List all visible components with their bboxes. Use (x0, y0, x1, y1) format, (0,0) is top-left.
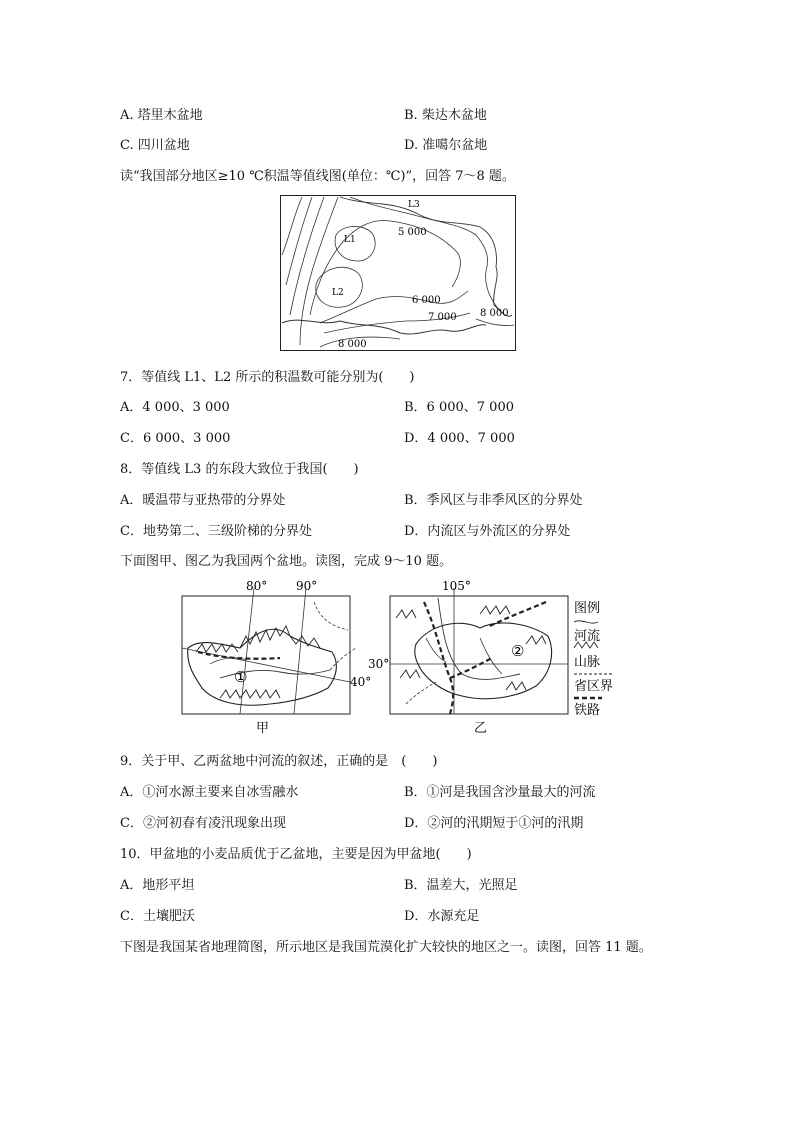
q7-stem: 7．等值线 L1、L2 所示的积温数可能分别为( ) (120, 370, 415, 385)
intro-9-10: 下面图甲、图乙为我国两个盆地。读图，完成 9～10 题。 (120, 554, 453, 569)
label-l2: L2 (332, 288, 344, 298)
q7-option-a[interactable]: A．4 000、3 000 (120, 400, 230, 415)
q10-option-c[interactable]: C．土壤肥沃 (120, 909, 195, 924)
q7-option-d[interactable]: D．4 000、7 000 (404, 431, 515, 446)
q10-option-a[interactable]: A．地形平坦 (120, 878, 195, 893)
label-6000: 6 000 (412, 295, 441, 306)
legend-mountain: 山脉 (574, 655, 601, 670)
label-l1: L1 (344, 235, 356, 245)
caption-yi: 乙 (474, 721, 488, 736)
isoline-map (280, 195, 516, 351)
caption-jia: 甲 (256, 721, 270, 736)
q7-option-c[interactable]: C．6 000、3 000 (120, 431, 231, 446)
label-5000: 5 000 (398, 227, 427, 238)
option-d[interactable]: D. 准噶尔盆地 (404, 138, 488, 153)
option-a[interactable]: A. 塔里木盆地 (120, 108, 203, 123)
q9-option-d[interactable]: D．②河的汛期短于①河的汛期 (404, 816, 584, 831)
jia-lon-90: 90° (296, 579, 318, 593)
q10-option-d[interactable]: D．水源充足 (404, 909, 480, 924)
legend-railway: 铁路 (574, 703, 601, 718)
q10-option-b[interactable]: B．温差大，光照足 (404, 878, 518, 893)
intro-7-8: 读“我国部分地区≥10 ℃积温等值线图(单位：℃)”，回答 7～8 题。 (120, 169, 515, 184)
marker-2: ② (511, 642, 525, 660)
yi-lat-30: 30° (368, 657, 390, 671)
map-legend (574, 601, 613, 718)
map-jia (182, 579, 371, 736)
q8-option-c[interactable]: C．地势第二、三级阶梯的分界处 (120, 524, 312, 539)
q10-stem: 10．甲盆地的小麦品质优于乙盆地，主要是因为甲盆地( ) (120, 847, 472, 862)
legend-title: 图例 (574, 601, 601, 616)
q8-option-b[interactable]: B．季风区与非季风区的分界处 (404, 493, 583, 508)
label-l3: L3 (408, 200, 420, 210)
q8-option-a[interactable]: A．暖温带与亚热带的分界处 (120, 493, 286, 508)
jia-lat-40: 40° (350, 675, 372, 689)
q9-stem: 9．关于甲、乙两盆地中河流的叙述，正确的是 ( ) (120, 754, 438, 769)
label-7000: 7 000 (428, 312, 457, 323)
label-8000-south: 8 000 (338, 339, 367, 350)
legend-river-symbol (574, 621, 598, 623)
q8-option-d[interactable]: D．内流区与外流区的分界处 (404, 524, 571, 539)
q7-option-b[interactable]: B．6 000、7 000 (404, 400, 514, 415)
legend-river: 河流 (574, 629, 601, 644)
map-yi (368, 579, 568, 736)
q8-stem: 8．等值线 L3 的东段大致位于我国( ) (120, 462, 359, 477)
marker-1: ① (234, 668, 248, 686)
q9-option-a[interactable]: A．①河水源主要来自冰雪融水 (120, 785, 299, 800)
option-c[interactable]: C. 四川盆地 (120, 138, 190, 153)
option-b[interactable]: B. 柴达木盆地 (404, 108, 487, 123)
q9-option-b[interactable]: B．①河是我国含沙量最大的河流 (404, 785, 596, 800)
basin-maps (180, 578, 620, 738)
yi-lon-105: 105° (442, 579, 471, 593)
q9-option-c[interactable]: C．②河初春有凌汛现象出现 (120, 816, 286, 831)
intro-11: 下图是我国某省地理简图，所示地区是我国荒漠化扩大较快的地区之一。读图，回答 11 题。 (120, 940, 652, 955)
jia-lon-80: 80° (246, 579, 268, 593)
legend-boundary: 省区界 (574, 679, 614, 694)
label-8000-east: 8 000 (480, 308, 509, 319)
